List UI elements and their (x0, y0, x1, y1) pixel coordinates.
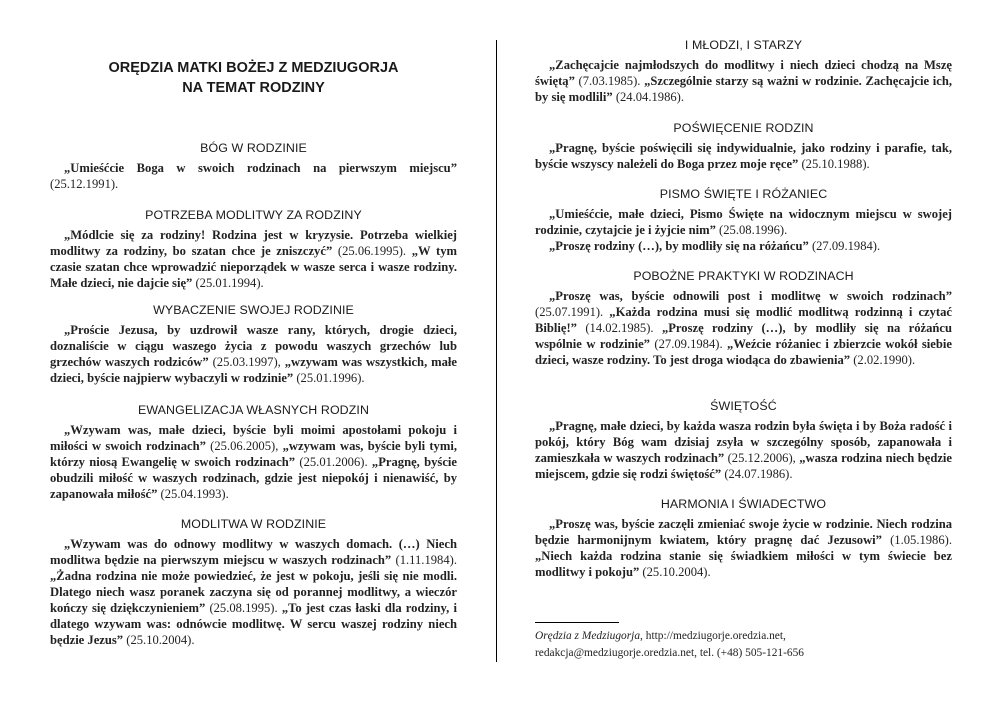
quote: „Weźcie różaniec i zbierzcie wokół siebie dzieci, wasze rodziny. To jest droga wiodąca do zbawienia” (535, 337, 952, 367)
quote: „wzywam was wszystkich, małe dzieci, byście najpierw wybaczyli w rodzinie” (50, 355, 457, 385)
quote: „wasza rodzina niech będzie miejscem, gdzie się rodzi świętość” (535, 451, 953, 481)
footnote-rule (535, 622, 619, 623)
footnote (535, 628, 952, 662)
quote: „Proszę rodziny (…), by modliły się na różańcu wspólnie w rodzinie” (535, 321, 952, 351)
section-body (535, 140, 952, 172)
quote: „Zachęcajcie najmłodszych do modlitwy i niech dzieci chodzą na Mszę świętą” (535, 58, 952, 88)
quote: „W tym czasie szatan chce wprowadzić nieporządek w wasze serca i wasze rodziny. Małe dzieci, nie dajcie się” (50, 244, 457, 290)
section-heading: EWANGELIZACJA WŁASNYCH RODZIN (137, 403, 369, 417)
section-pismo-rozaniec (535, 187, 952, 254)
footnote-url: , http://medziugorje.oredzia.net, (640, 630, 786, 642)
section-body (535, 206, 952, 254)
section-body (50, 422, 457, 502)
section-heading: ŚWIĘTOŚĆ (710, 399, 777, 413)
section-bog-w-rodzinie (50, 141, 457, 192)
section-body (535, 418, 952, 482)
quote: „Umieśćcie Boga w swoich rodzinach na pierwszym miejscu” (64, 161, 457, 175)
footnote-source: Orędzia z Medziugorja (535, 630, 641, 642)
date: (27.09.1984). (808, 239, 881, 253)
date: (25.10.2004). (639, 565, 711, 579)
section-body (50, 227, 457, 291)
quote: „Umieśćcie, małe dzieci, Pismo Święte na widocznym miejscu w swojej rodzinie, czytajcie je i żyjcie nim” (535, 207, 952, 237)
date: (1.05.1986). (881, 533, 952, 547)
section-potrzeba-modlitwy (50, 208, 457, 291)
section-body (50, 322, 457, 386)
section-heading: HARMONIA I ŚWIADECTWO (660, 497, 827, 511)
date: (25.07.1991). (535, 305, 610, 319)
date: (24.04.1986). (612, 90, 685, 104)
date: (2.02.1990). (850, 353, 916, 367)
quote: „Módlcie się za rodziny! Rodzina jest w kryzysie. Potrzeba wielkiej modlitwy za rodziny, bo szatan chce je zniszczyć” (50, 228, 457, 258)
quote: „Szczególnie starzy są ważni w rodzinie. Zachęcajcie ich, by się modlili” (535, 74, 952, 104)
quote: „Niech każda rodzina stanie się świadkiem miłości w tym świecie bez modlitwy i pokoju” (535, 549, 952, 579)
section-heading: MODLITWA W RODZINIE (180, 517, 327, 531)
document-title (50, 58, 457, 98)
date: (25.12.1991). (50, 177, 119, 191)
quote: „Proszę rodziny (…), by modliły się na różańcu” (549, 239, 809, 253)
section-heading: I MŁODZI, I STARZY (684, 38, 803, 52)
section-heading: POŚWIĘCENIE RODZIN (673, 121, 814, 135)
date: (25.01.1996). (293, 371, 365, 385)
date: (25.06.2005), (205, 439, 283, 453)
section-harmonia (535, 497, 952, 580)
section-body (535, 288, 952, 368)
section-heading: POTRZEBA MODLITWY ZA RODZINY (145, 208, 362, 222)
quote: „Proszę was, byście zaczęli zmieniać swoje życie w rodzinie. Niech rodzina będzie harmonijnym kwiatem, który pragnę dać Jezusowi” (535, 517, 952, 547)
title-line-2: NA TEMAT RODZINY (182, 80, 325, 96)
section-body (50, 160, 457, 192)
section-body (535, 57, 952, 105)
section-ewangelizacja (50, 403, 457, 502)
date: (25.01.1994). (192, 276, 264, 290)
quote: „Pragnę, małe dzieci, by każda wasza rodzin była święta i by Boża radość i pokój, który Bóg wam dzisiaj zsyła w szczególny sposób, zapanowała i zamieszkała w waszych rodzinach” (535, 419, 952, 465)
quote: „Proście Jezusa, by uzdrowił wasze rany, których, drogie dzieci, doznaliście w ciągu waszego życia z powodu waszych grzechów lub grzechów waszych rodziców” (50, 323, 457, 369)
date: (25.03.1997), (208, 355, 285, 369)
date: (25.08.1995). (205, 601, 282, 615)
section-body (50, 536, 457, 648)
date: (14.02.1985). (576, 321, 662, 335)
section-body (535, 516, 952, 580)
date: (1.11.1984). (391, 553, 457, 567)
quote: „Proszę was, byście odnowili post i modlitwę w swoich rodzinach” (549, 289, 952, 303)
section-pobozne-praktyki (535, 269, 952, 368)
quote: „Każda rodzina musi się modlić modlitwą rodzinną i czytać Biblię!” (535, 305, 952, 335)
section-heading: BÓG W RODZINIE (200, 141, 307, 155)
date: (25.04.1993). (157, 487, 229, 501)
date: (7.03.1985). (574, 74, 645, 88)
date: (25.08.1996). (715, 223, 788, 237)
date: (25.12.2006), (724, 451, 800, 465)
quote: „Wzywam was, małe dzieci, byście byli moimi apostołami pokoju i miłości w swoich rodzinach” (50, 423, 457, 453)
date: (25.10.2004). (123, 633, 195, 647)
date: (27.09.1984). (649, 337, 728, 351)
section-heading: PISMO ŚWIĘTE I RÓŻANIEC (659, 187, 828, 201)
column-divider (496, 40, 497, 662)
title-line-1: ORĘDZIA MATKI BOŻEJ Z MEDZIUGORJA (108, 60, 399, 76)
section-mlodzi-starzy (535, 38, 952, 105)
date: (25.10.1988). (798, 157, 870, 171)
quote: „To jest czas łaski dla rodziny, i dlatego wzywam was: odnówcie modlitwę. W sercu waszej rodziny niech będzie Jezus” (50, 601, 457, 647)
quote: „Pragnę, byście poświęcili się indywidualnie, jako rodziny i parafie, tak, byście wszyscy należeli do Boga przez moje ręce” (535, 141, 952, 171)
date: (24.07.1986). (721, 467, 793, 481)
date: (25.01.2006). (295, 455, 372, 469)
section-swietosc (535, 399, 952, 482)
quote: „Pragnę, byście obudzili miłość w waszych rodzinach, gdzie jest niepokój i nienawiść, by zapanowała miłość” (50, 455, 457, 501)
section-heading: WYBACZENIE SWOJEJ RODZINIE (153, 303, 354, 317)
quote: „Wzywam was do odnowy modlitwy w waszych domach. (…) Niech modlitwa będzie na pierwszym miejscu w waszych rodzinach” (50, 537, 457, 567)
quote: „Żadna rodzina nie może powiedzieć, że jest w pokoju, jeśli się nie modli. Dlatego niech wasz poranek zaczyna się od porannej modlitwy, a wieczór kończy się dziękczynieniem” (50, 569, 457, 615)
footnote-contact: redakcja@medziugorje.oredzia.net, tel. (+48) 505-121-656 (535, 647, 804, 659)
date: (25.06.1995). (332, 244, 412, 258)
quote: „wzywam was, byście byli tymi, którzy niosą Ewangelię w swoich rodzinach” (50, 439, 457, 469)
section-poswiecenie (535, 121, 952, 172)
section-modlitwa-w-rodzinie (50, 517, 457, 648)
section-heading: POBOŻNE PRAKTYKI W RODZINACH (633, 269, 854, 283)
section-wybaczenie (50, 303, 457, 386)
